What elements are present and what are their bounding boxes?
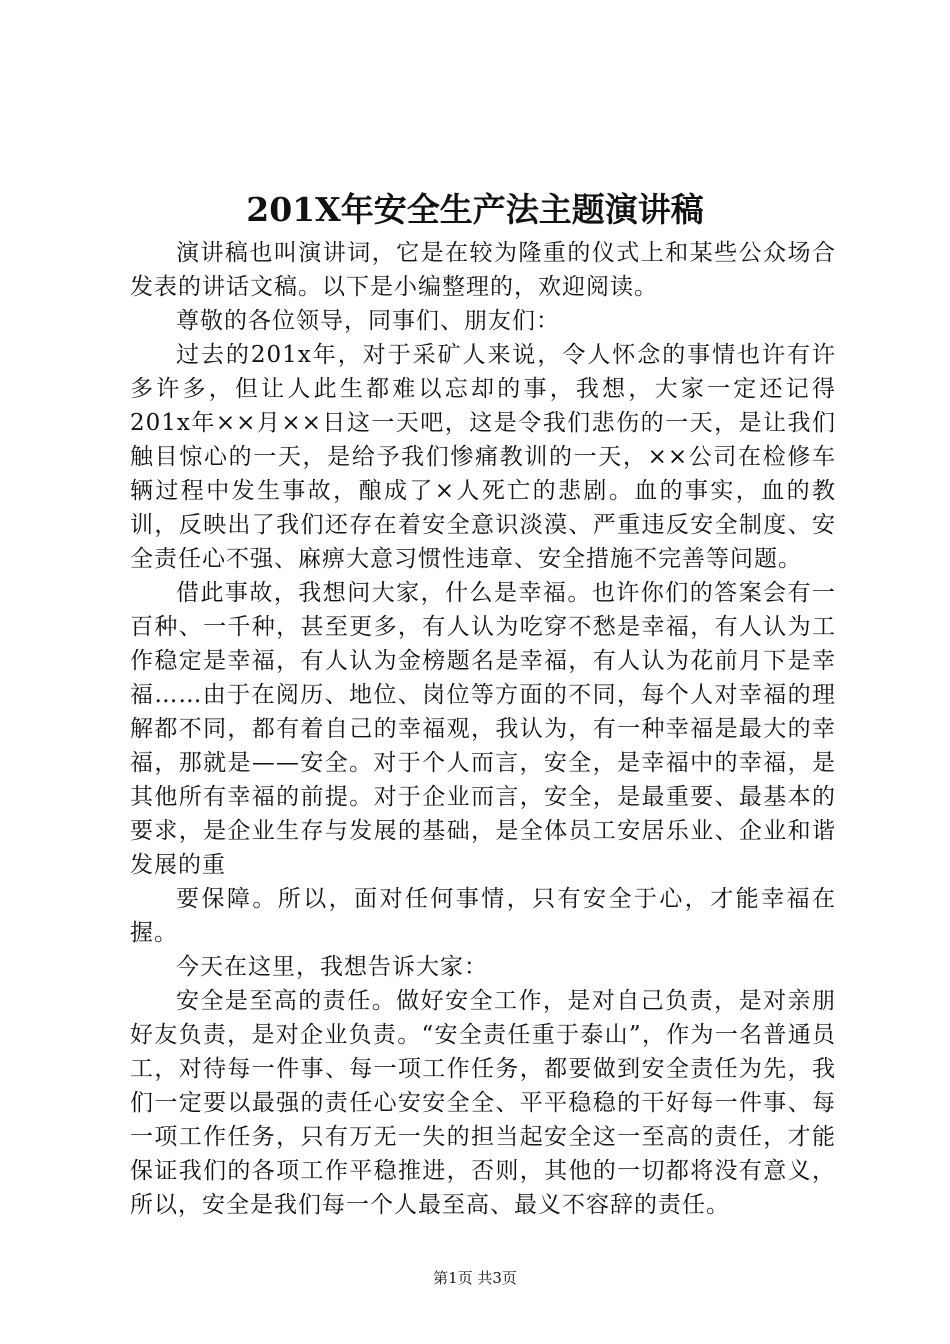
document-body — [130, 236, 836, 1222]
paragraph-responsibility: 安全是至高的责任。做好安全工作，是对自己负责，是对亲朋好友负责，是对企业负责。“安全责任重于泰山”，作为一名普通员工，对待每一件事、每一项工作任务，都要做到安全责任为先，我们一定要以最强的责任心安安全全、平平稳稳的干好每一件事、每一项工作任务，只有万无一失的担当起安全这一至高的责任，才能保证我们的各项工作平稳推进，否则，其他的一切都将没有意义，所以，安全是我们每一个人最至高、最义不容辞的责任。 — [130, 988, 836, 1218]
document-title: 201X年安全生产法主题演讲稿 — [246, 190, 704, 229]
paragraph-happiness: 借此事故，我想问大家，什么是幸福。也许你们的答案会有一百种、一千种，甚至更多，有人认为吃穿不愁是幸福，有人认为工作稳定是幸福，有人认为金榜题名是幸福，有人认为花前月下是幸福……由于在阅历、地位、岗位等方面的不同，每个人对幸福的理解都不同，都有着自己的幸福观，我认为，有一种幸福是最大的幸福，那就是——安全。对于个人而言，安全，是幸福中的幸福，是其他所有幸福的前提。对于企业而言，安全，是最重要、最基本的要求，是企业生存与发展的基础，是全体员工安居乐业、企业和谐发展的重 — [130, 580, 836, 878]
paragraph-guarantee: 要保障。所以，面对任何事情，只有安全于心，才能幸福在握。 — [130, 886, 836, 946]
page-footer: 第1页 共3页 — [433, 1269, 517, 1287]
paragraph-intro: 演讲稿也叫演讲词，它是在较为隆重的仪式上和某些公众场合发表的讲话文稿。以下是小编整理的，欢迎阅读。 — [130, 240, 836, 300]
paragraph-salutation: 尊敬的各位领导，同事们、朋友们： — [176, 308, 560, 334]
paragraph-today: 今天在这里，我想告诉大家： — [176, 954, 488, 980]
paragraph-accident: 过去的201x年，对于采矿人来说，令人怀念的事情也许有许多许多，但让人此生都难以忘却的事，我想，大家一定还记得201x年××月××日这一天吧，这是令我们悲伤的一天，是让我们触目惊心的一天，是给予我们惨痛教训的一天，××公司在检修车辆过程中发生事故，酿成了×人死亡的悲剧。血的事实，血的教训，反映出了我们还存在着安全意识淡漠、严重违反安全制度、安全责任心不强、麻痹大意习惯性违章、安全措施不完善等问题。 — [130, 342, 836, 572]
